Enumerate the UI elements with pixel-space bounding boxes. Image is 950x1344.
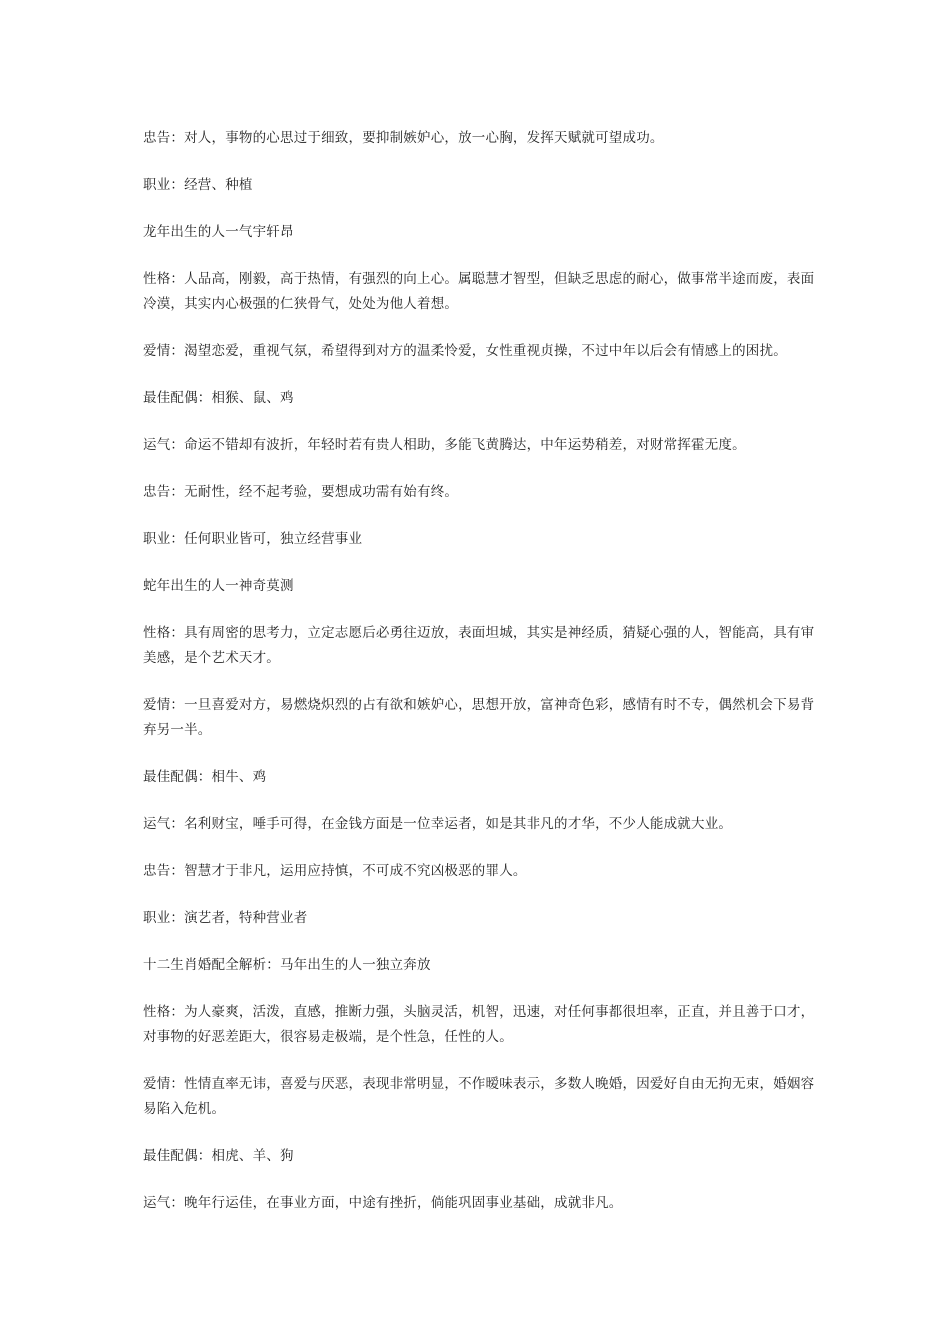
paragraph-match-snake: 最佳配偶：相牛、鸡 [143,769,267,785]
heading-horse: 十二生肖婚配全解析：马年出生的人一独立奔放 [143,957,431,973]
paragraph-personality-snake: 性格：具有周密的思考力，立定志愿后必勇往迈放，表面坦城，其实是神经质，猜疑心强的人，智能高，具有审美感，是个艺术天才。 [143,625,815,666]
paragraph-love-horse: 爱情：性情直率无讳，喜爱与厌恶，表现非常明显，不作暧味表示，多数人晚婚，因爱好自由无拘无束，婚姻容易陷入危机。 [143,1076,815,1117]
paragraph-personality-horse: 性格：为人豪爽，活泼，直感，推断力强，头脑灵活，机智，迅速，对任何事都很坦率，正直，并且善于口才，对事物的好恶差距大，很容易走极端，是个性急，任性的人。 [143,1004,815,1045]
paragraph-career-dragon: 职业：任何职业皆可，独立经营事业 [143,531,363,547]
paragraph-advice-rabbit: 忠告：对人，事物的心思过于细致，要抑制嫉妒心，放一心胸，发挥天赋就可望成功。 [143,130,664,146]
paragraph-match-dragon: 最佳配偶：相猴、鼠、鸡 [143,390,294,406]
paragraph-advice-snake: 忠告：智慧才于非凡，运用应持慎，不可成不究凶极恶的罪人。 [143,863,527,879]
heading-snake: 蛇年出生的人一神奇莫测 [143,578,294,594]
paragraph-career-rabbit: 职业：经营、种植 [143,177,253,193]
document-body [143,126,815,1238]
paragraph-fortune-dragon: 运气：命运不错却有波折，年轻时若有贵人相助，多能飞黄腾达，中年运势稍差，对财常挥霍无度。 [143,437,746,453]
paragraph-career-snake: 职业：演艺者，特种营业者 [143,910,308,926]
paragraph-personality-dragon: 性格：人品高，刚毅，高于热情，有强烈的向上心。属聪慧才智型，但缺乏思虑的耐心，做事常半途而废，表面冷漠，其实内心极强的仁狭骨气，处处为他人着想。 [143,271,815,312]
paragraph-advice-dragon: 忠告：无耐性，经不起考验，要想成功需有始有终。 [143,484,459,500]
paragraph-fortune-horse: 运气：晚年行运佳，在事业方面，中途有挫折，倘能巩固事业基础，成就非凡。 [143,1195,623,1211]
paragraph-love-snake: 爱情：一旦喜爱对方，易燃烧炽烈的占有欲和嫉妒心，思想开放，富神奇色彩，感情有时不专，偶然机会下易背弃另一半。 [143,697,815,738]
paragraph-fortune-snake: 运气：名利财宝，唾手可得，在金钱方面是一位幸运者，如是其非凡的才华，不少人能成就大业。 [143,816,733,832]
paragraph-match-horse: 最佳配偶：相虎、羊、狗 [143,1148,294,1164]
paragraph-love-dragon: 爱情：渴望恋爱，重视气氛，希望得到对方的温柔怜爱，女性重视贞操，不过中年以后会有情感上的困扰。 [143,343,787,359]
heading-dragon: 龙年出生的人一气宇轩昂 [143,224,294,240]
